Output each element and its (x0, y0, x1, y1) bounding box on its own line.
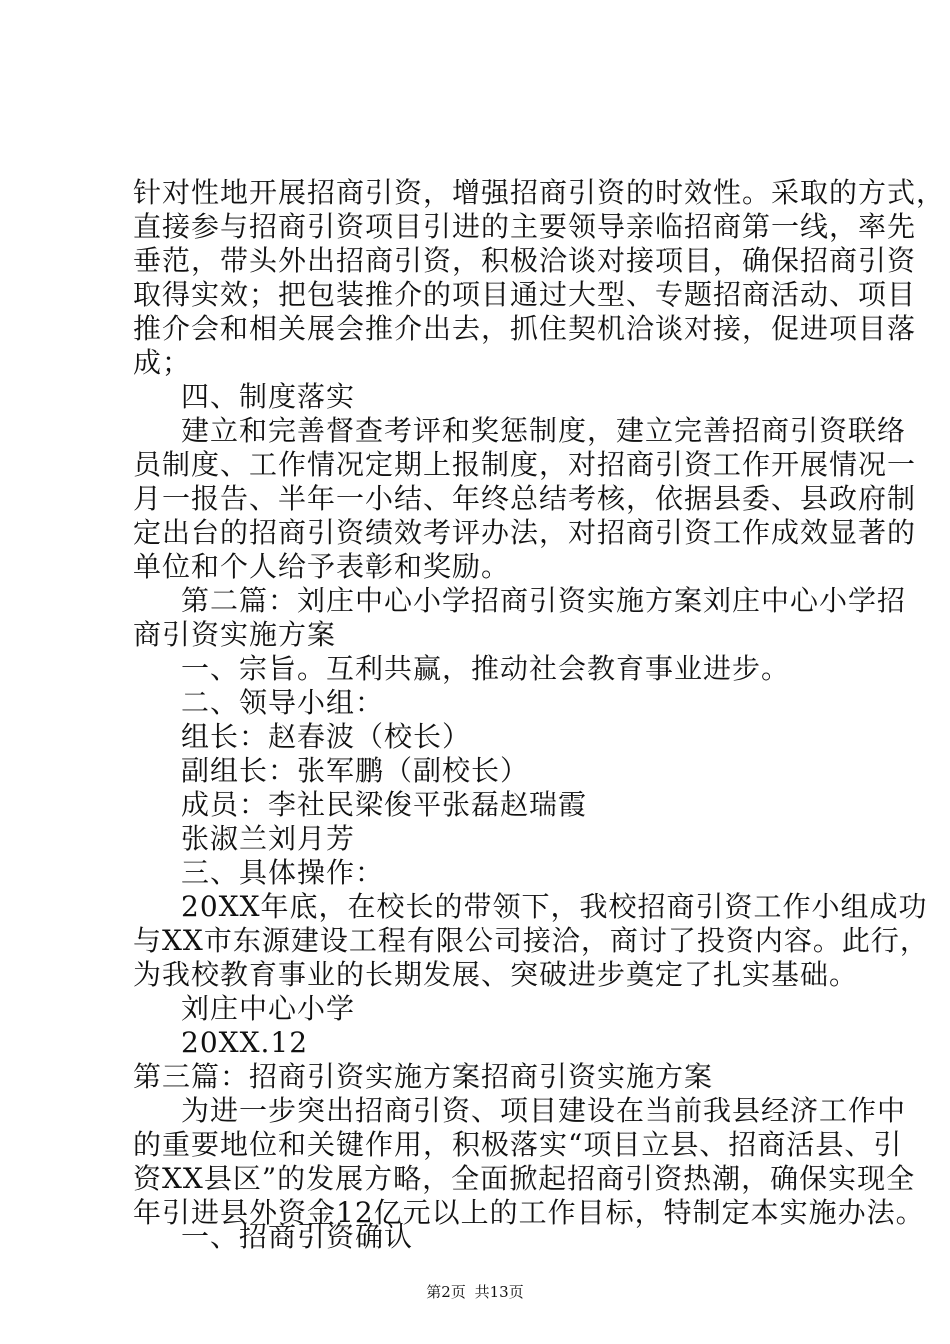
section-heading: 四、制度落实 (181, 380, 356, 413)
text-line: 推介会和相关展会推介出去，抓住契机洽谈对接，促进项目落 (133, 312, 917, 345)
text-line: 为我校教育事业的长期发展、突破进步奠定了扎实基础。 (133, 958, 859, 991)
text-line: 成员：李社民梁俊平张磊赵瑞霞 (181, 788, 588, 821)
section-title: 商引资实施方案 (133, 618, 337, 651)
text-line: 定出台的招商引资绩效考评办法，对招商引资工作成效显著的 (133, 516, 917, 549)
page-number: 第2页 (426, 1283, 466, 1301)
text-line: 的重要地位和关键作用，积极落实“项目立县、招商活县、引 (133, 1128, 903, 1161)
text-line: 单位和个人给予表彰和奖励。 (133, 550, 511, 583)
section-heading: 二、领导小组： (181, 686, 385, 719)
text-line: 针对性地开展招商引资，增强招商引资的时效性。采取的方式， (133, 176, 946, 209)
text-line: 资XX县区”的发展方略，全面掀起招商引资热潮，确保实现全 (133, 1162, 916, 1195)
text-line: 员制度、工作情况定期上报制度，对招商引资工作开展情况一 (133, 448, 917, 481)
text-line: 副组长：张军鹏（副校长） (181, 754, 530, 787)
section-title: 第二篇：刘庄中心小学招商引资实施方案刘庄中心小学招 (181, 584, 907, 617)
text-line: 直接参与招商引资项目引进的主要领导亲临招商第一线，率先 (133, 210, 917, 243)
text-line: 建立和完善督查考评和奖惩制度，建立完善招商引资联络 (181, 414, 907, 447)
text-line: 张淑兰刘月芳 (181, 822, 356, 855)
section-heading: 一、招商引资确认 (181, 1220, 414, 1253)
text-line: 年引进县外资金12亿元以上的工作目标，特制定本实施办法。 (133, 1196, 925, 1229)
text-line: 刘庄中心小学 (181, 992, 356, 1025)
text-line: 月一报告、半年一小结、年终总结考核，依据县委、县政府制 (133, 482, 917, 515)
text-line: 为进一步突出招商引资、项目建设在当前我县经济工作中 (181, 1094, 907, 1127)
section-heading: 三、具体操作： (181, 856, 385, 889)
text-line: 与XX市东源建设工程有限公司接洽，商讨了投资内容。此行， (133, 924, 929, 957)
page-footer (0, 1282, 950, 1302)
text-line: 垂范，带头外出招商引资，积极洽谈对接项目，确保招商引资 (133, 244, 917, 277)
text-line: 一、宗旨。互利共赢，推动社会教育事业进步。 (181, 652, 791, 685)
text-line: 取得实效；把包装推介的项目通过大型、专题招商活动、项目 (133, 278, 917, 311)
section-title: 第三篇：招商引资实施方案招商引资实施方案 (133, 1060, 714, 1093)
text-line: 20XX.12 (181, 1026, 309, 1059)
page-total: 共13页 (474, 1283, 524, 1301)
text-line: 组长：赵春波（校长） (181, 720, 472, 753)
text-line: 20XX年底，在校长的带领下，我校招商引资工作小组成功 (181, 890, 928, 923)
text-line: 成； (133, 346, 192, 379)
